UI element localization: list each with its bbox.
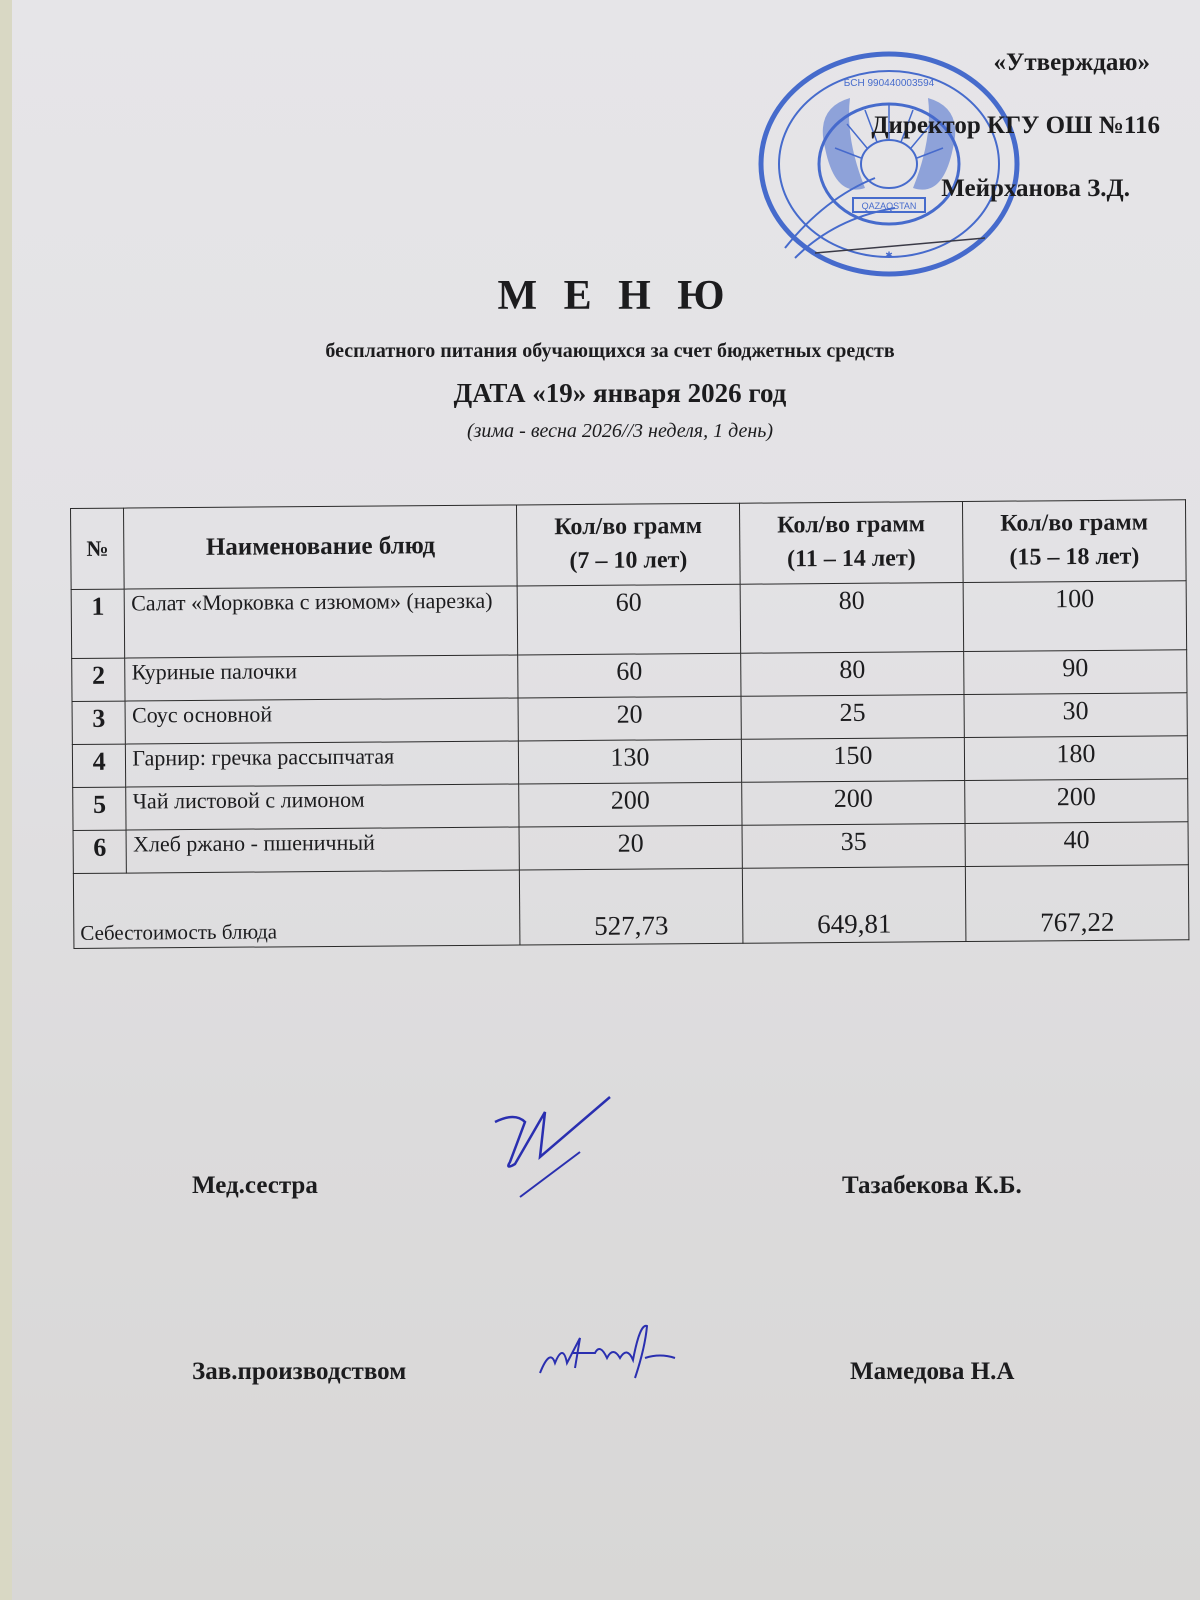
signature-role: Мед.сестра xyxy=(192,1172,318,1199)
row-number: 5 xyxy=(73,787,127,830)
column-header-grams-7-10: Кол/во грамм (7 – 10 лет) xyxy=(516,503,740,586)
grams-7-10: 60 xyxy=(518,653,741,698)
menu-date: ДАТА «19» января 2026 год xyxy=(453,378,787,408)
row-number: 2 xyxy=(72,658,126,701)
svg-text:✱: ✱ xyxy=(885,250,893,260)
approval-position: Директор КГУ ОШ №116 xyxy=(871,112,1160,139)
page-subtitle: бесплатного питания обучающихся за счет бюджетных средств xyxy=(325,340,895,362)
dish-name: Салат «Морковка с изюмом» (нарезка) xyxy=(125,586,518,658)
grams-11-14: 200 xyxy=(742,780,965,825)
grams-7-10: 20 xyxy=(518,696,741,741)
row-number: 3 xyxy=(72,701,126,744)
signature-name: Мамедова Н.А xyxy=(850,1358,1015,1385)
grams-15-18: 100 xyxy=(963,581,1187,652)
dish-name: Куриные палочки xyxy=(125,655,518,701)
grams-15-18: 40 xyxy=(965,822,1188,867)
grams-15-18: 200 xyxy=(965,779,1188,824)
approval-block xyxy=(780,50,1160,239)
cost-7-10: 527,73 xyxy=(519,868,743,945)
dish-name: Чай листовой с лимоном xyxy=(126,784,519,830)
grams-7-10: 20 xyxy=(519,825,742,870)
handwritten-signature-icon xyxy=(535,1318,695,1388)
grams-11-14: 35 xyxy=(742,823,965,868)
menu-period: (зима - весна 2026//3 неделя, 1 день) xyxy=(466,420,774,442)
row-number: 1 xyxy=(71,589,125,658)
cost-15-18: 767,22 xyxy=(965,865,1189,942)
table-total-row xyxy=(73,865,1189,949)
table-header-row xyxy=(71,500,1187,590)
dish-name: Соус основной xyxy=(125,698,518,744)
grams-15-18: 90 xyxy=(964,650,1187,695)
signature-role: Зав.производством xyxy=(192,1358,407,1385)
grams-11-14: 80 xyxy=(740,582,964,653)
column-header-grams-15-18: Кол/во грамм (15 – 18 лет) xyxy=(962,500,1186,583)
grams-7-10: 60 xyxy=(517,584,741,655)
row-number: 4 xyxy=(72,744,126,787)
grams-15-18: 30 xyxy=(964,693,1187,738)
column-header-number: № xyxy=(71,508,125,589)
page-title: М Е Н Ю xyxy=(497,273,733,319)
signature-name: Тазабекова К.Б. xyxy=(842,1172,1022,1199)
svg-text:БСН 990440003594: БСН 990440003594 xyxy=(843,78,935,89)
row-number: 6 xyxy=(73,830,127,873)
approval-heading: «Утверждаю» xyxy=(993,49,1150,76)
cost-label: Себестоимость блюда xyxy=(73,870,520,949)
table-row xyxy=(71,581,1187,659)
menu-table xyxy=(70,499,1189,949)
grams-11-14: 25 xyxy=(741,694,964,739)
svg-text:QAZAQSTAN: QAZAQSTAN xyxy=(861,201,917,211)
dish-name: Хлеб ржано - пшеничный xyxy=(126,827,519,873)
grams-7-10: 200 xyxy=(519,782,742,827)
grams-11-14: 150 xyxy=(741,737,964,782)
grams-11-14: 80 xyxy=(741,651,964,696)
cost-11-14: 649,81 xyxy=(742,866,966,943)
column-header-dish: Наименование блюд xyxy=(124,505,517,589)
dish-name: Гарнир: гречка рассыпчатая xyxy=(126,741,519,787)
grams-15-18: 180 xyxy=(964,736,1187,781)
handwritten-signature-icon xyxy=(485,1092,625,1202)
grams-7-10: 130 xyxy=(518,739,741,784)
column-header-grams-11-14: Кол/во грамм (11 – 14 лет) xyxy=(739,501,963,584)
approval-director-name: Мейрханова З.Д. xyxy=(941,175,1130,202)
